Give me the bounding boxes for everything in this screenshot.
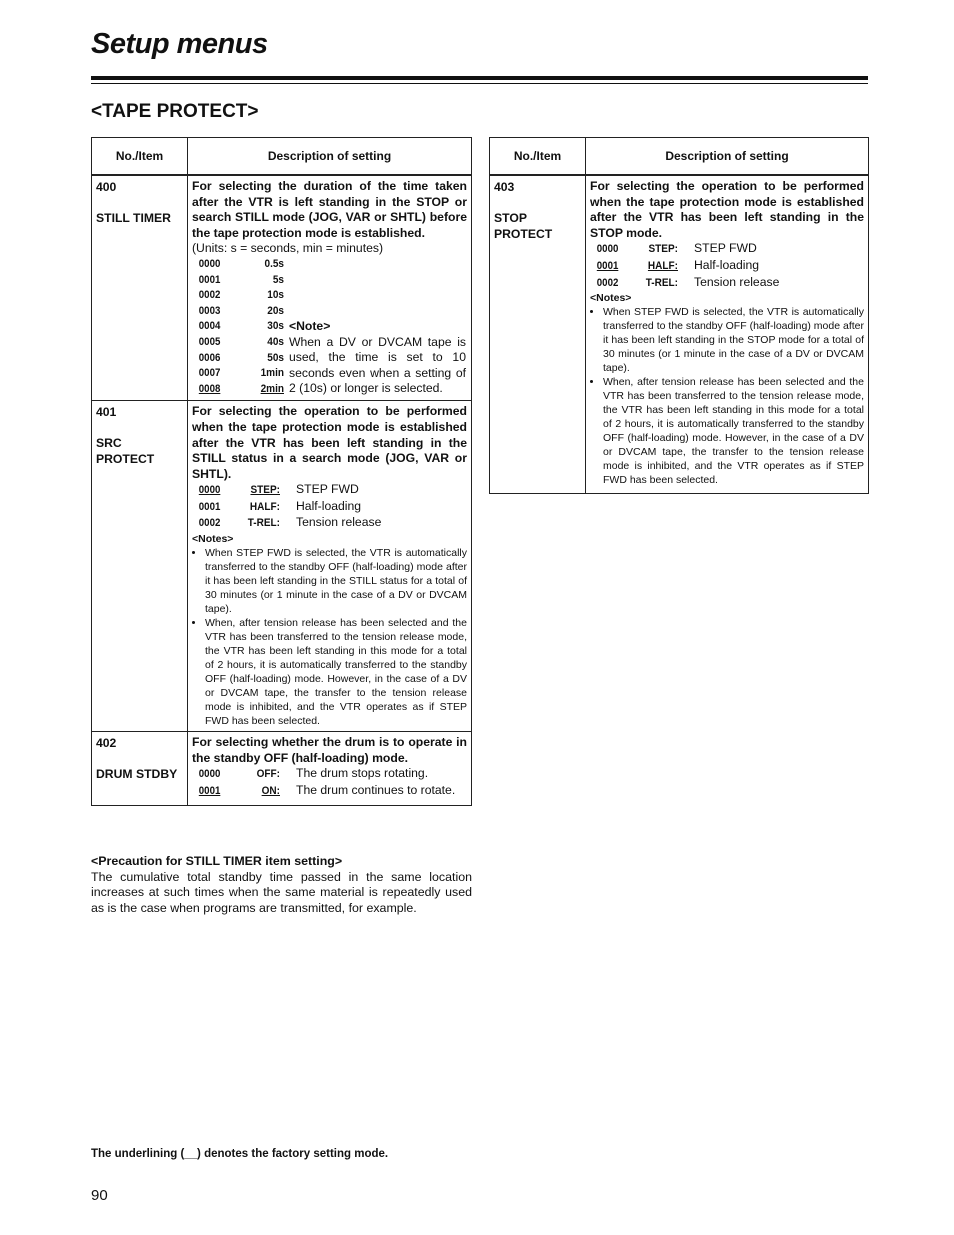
item-number: 403 bbox=[494, 180, 515, 194]
note-item: • When STEP FWD is selected, the VTR is automatically transferred to the standby OFF (half-loading) mode after it has been left standing in the STOP mode for a total of 30 minutes (or 1 minute in the case of a DV or DVCAM tape). bbox=[603, 305, 864, 375]
option-value: 5s bbox=[272, 273, 284, 286]
settings-table-left bbox=[91, 137, 472, 806]
notes-label: <Notes> bbox=[192, 533, 234, 546]
note-item: • When, after tension release has been selected and the VTR has been transferred to the tension release mode, the VTR has been left standing in this mode for a total of 2 hours, it is automatically transferred to the standby OFF (half-loading) mode. However, in the case of a DV or DVCAM tape, the transfer to the tension release mode is inhibited, and the VTR operates as if STEP FWD has been selected. bbox=[205, 616, 467, 728]
section-title: <TAPE PROTECT> bbox=[91, 101, 259, 122]
option-row bbox=[192, 257, 467, 273]
option-code: 0001 bbox=[198, 784, 221, 797]
option-value: 0.5s bbox=[264, 257, 284, 270]
notes-label: <Notes> bbox=[590, 292, 632, 305]
title-rule bbox=[91, 76, 868, 80]
option-value: 30s bbox=[267, 320, 284, 333]
footer-note: The underlining (__) denotes the factory setting mode. bbox=[91, 1148, 389, 1160]
description-lead: For selecting whether the drum is to operate in the standby OFF (half-loading) mode. bbox=[192, 735, 467, 765]
header-description: Description of setting bbox=[188, 138, 472, 176]
description-cell bbox=[586, 175, 869, 494]
option-text: The drum continues to rotate. bbox=[296, 782, 456, 797]
option-code: 0000 bbox=[198, 257, 221, 270]
item-number: 401 bbox=[96, 405, 117, 420]
item-number: 400 bbox=[96, 180, 117, 194]
option-key: T-REL: bbox=[645, 276, 678, 289]
option-text: Tension release bbox=[296, 515, 382, 530]
option-text: Half-loading bbox=[296, 498, 362, 513]
note-text: When a DV or DVCAM tape is used, the time is set to 10 seconds even when a setting of 2 (10s) or longer is selected. bbox=[289, 334, 466, 396]
option-text: The drum stops rotating. bbox=[296, 766, 429, 781]
table-row bbox=[92, 732, 472, 806]
notes-list bbox=[192, 546, 467, 728]
item-name: DRUM STDBY bbox=[96, 767, 178, 782]
option-value: 50s bbox=[267, 351, 284, 364]
precaution-text: The cumulative total standby time passed in the same location increases at such times when the same material is repeatedly used as is the case when programs are transmitted, for example. bbox=[91, 869, 472, 915]
option-row-default bbox=[192, 482, 467, 499]
description-cell bbox=[188, 175, 472, 401]
option-key: ON: bbox=[261, 784, 280, 797]
option-value: 1min bbox=[260, 367, 284, 380]
header-item: No./Item bbox=[490, 138, 586, 176]
option-value: 2min bbox=[260, 382, 284, 395]
option-row bbox=[192, 304, 467, 320]
option-code: 0004 bbox=[198, 320, 221, 333]
option-row-default bbox=[590, 258, 864, 275]
side-note bbox=[289, 319, 466, 397]
option-text: Half-loading bbox=[694, 257, 760, 272]
option-key: STEP: bbox=[648, 243, 678, 256]
option-row bbox=[192, 766, 467, 783]
option-row bbox=[192, 499, 467, 516]
units-note: (Units: s = seconds, min = minutes) bbox=[192, 241, 384, 256]
description-cell bbox=[188, 401, 472, 732]
option-key: OFF: bbox=[256, 768, 280, 781]
table-row bbox=[490, 175, 869, 494]
title-rule-thin bbox=[91, 83, 868, 84]
option-value: 40s bbox=[267, 335, 284, 348]
item-number: 402 bbox=[96, 736, 117, 751]
option-key: HALF: bbox=[249, 500, 280, 513]
description-lead: For selecting the operation to be performed when the tape protection mode is established after the VTR has been left standing in the STILL status in a search mode (JOG, VAR or SHTL). bbox=[192, 404, 467, 481]
table-row bbox=[92, 175, 472, 401]
notes-list bbox=[590, 305, 864, 487]
item-name-line2: PROTECT bbox=[494, 227, 553, 241]
option-code: 0001 bbox=[596, 259, 619, 272]
page-title: Setup menus bbox=[91, 28, 268, 60]
table-row bbox=[92, 401, 472, 732]
option-code: 0000 bbox=[596, 243, 619, 256]
option-value: 20s bbox=[267, 304, 284, 317]
option-code: 0002 bbox=[198, 289, 221, 302]
item-cell bbox=[92, 732, 188, 806]
item-name: STILL TIMER bbox=[96, 211, 171, 225]
timer-options bbox=[192, 257, 467, 397]
option-code: 0005 bbox=[198, 335, 221, 348]
item-cell bbox=[92, 175, 188, 401]
precaution-heading: <Precaution for STILL TIMER item setting> bbox=[91, 854, 343, 868]
item-name: STOP bbox=[494, 211, 527, 225]
option-row-default bbox=[192, 783, 467, 800]
option-key: HALF: bbox=[647, 259, 678, 272]
page-number: 90 bbox=[91, 1187, 108, 1204]
item-name: SRC bbox=[96, 436, 122, 451]
option-row bbox=[192, 515, 467, 532]
item-cell bbox=[92, 401, 188, 732]
description-lead: For selecting the duration of the time taken after the VTR is left standing in the STOP or search STILL mode (JOG, VAR or SHTL) before the tape protection mode is established. bbox=[192, 179, 467, 240]
option-code: 0001 bbox=[198, 273, 221, 286]
option-code: 0003 bbox=[198, 304, 221, 317]
header-item: No./Item bbox=[92, 138, 188, 176]
note-item: • When, after tension release has been selected and the VTR has been transferred to the tension release mode, the VTR has been left standing in this mode for a total of 2 hours, it is automatically transferred to the standby OFF (half-loading) mode. However, in the case of a DV or DVCAM tape, the transfer to the tension release mode is inhibited, and the VTR operates as if STEP FWD has been selected. bbox=[603, 375, 864, 487]
option-code: 0001 bbox=[198, 500, 221, 513]
option-key: T-REL: bbox=[247, 517, 280, 530]
note-item: • When STEP FWD is selected, the VTR is automatically transferred to the standby OFF (half-loading) mode after it has been left standing in the STILL status for a total of 30 minutes (or 1 minute in the case of a DV or DVCAM tape). bbox=[205, 546, 467, 616]
description-cell bbox=[188, 732, 472, 806]
option-code: 0002 bbox=[596, 276, 619, 289]
option-code: 0002 bbox=[198, 517, 221, 530]
option-code: 0000 bbox=[198, 768, 221, 781]
option-text: Tension release bbox=[694, 274, 780, 289]
option-code: 0008 bbox=[198, 382, 221, 395]
header-description: Description of setting bbox=[586, 138, 869, 176]
option-code: 0006 bbox=[198, 351, 221, 364]
option-row bbox=[590, 275, 864, 292]
precaution-block bbox=[91, 854, 472, 916]
option-text: STEP FWD bbox=[296, 482, 359, 497]
option-row bbox=[192, 273, 467, 289]
option-code: 0007 bbox=[198, 367, 221, 380]
option-value: 10s bbox=[267, 289, 284, 302]
settings-table-right bbox=[489, 137, 869, 494]
option-row bbox=[192, 288, 467, 304]
item-cell bbox=[490, 175, 586, 494]
option-row bbox=[590, 241, 864, 258]
note-label: <Note> bbox=[289, 318, 331, 333]
option-code: 0000 bbox=[198, 484, 221, 497]
item-name-line2: PROTECT bbox=[96, 452, 155, 467]
description-lead: For selecting the operation to be performed when the tape protection mode is established after the VTR has been left standing in the STOP mode. bbox=[590, 179, 864, 240]
table-header-row bbox=[92, 138, 472, 176]
table-header-row bbox=[490, 138, 869, 176]
option-text: STEP FWD bbox=[694, 241, 757, 256]
option-key: STEP: bbox=[250, 484, 280, 497]
